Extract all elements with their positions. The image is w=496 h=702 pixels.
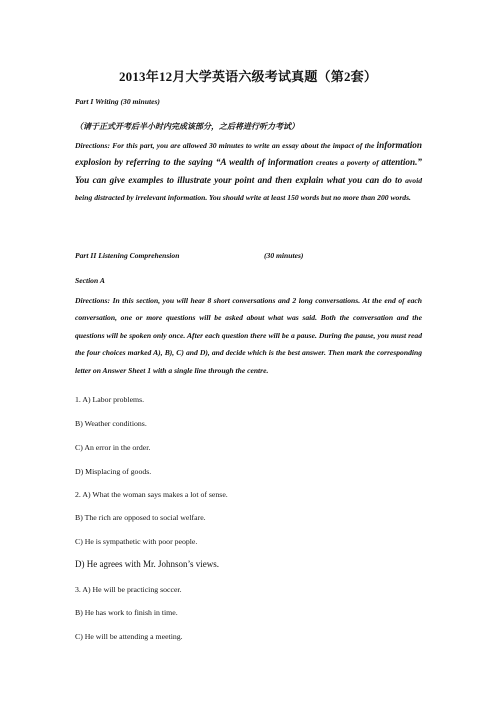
page-title: 2013年12月大学英语六级考试真题（第2套） [118, 69, 378, 84]
list-item: C) An error in the order. [75, 443, 151, 452]
list-item: B) Weather conditions. [75, 419, 147, 428]
part2-heading-row [75, 251, 422, 260]
section-a-directions: Directions: In this section, you will hear 8 short conversations and 2 long conversations. At the end of each conversation, one or more questions will be asked about what was said. Both the conversation and the questions will be spoken only once. After each question there will be a pause. During the pause, you must read the four choices marked A), B), C) and D), and decide which is the best answer. Then mark the corresponding letter on Answer Sheet 1 with a single line through the centre. [75, 296, 422, 375]
part2-heading: Part II Listening Comprehension [75, 251, 180, 260]
list-item: C) He will be attending a meeting. [75, 632, 183, 641]
part2-minutes: (30 minutes) [264, 251, 304, 260]
list-item: D) Misplacing of goods. [75, 467, 152, 476]
part1-directions-b: information explosion by referring to the saying “A wealth of information [75, 140, 422, 168]
part1-directions-e: avoid being distracted by irrelevant information. You should write at least 150 words but no more than 200 words. [75, 175, 422, 203]
part1-heading: Part I Writing (30 minutes) [75, 97, 160, 106]
list-item: 2. A) What the woman says makes a lot of sense. [75, 490, 228, 499]
list-item: B) He has work to finish in time. [75, 608, 178, 617]
list-item: 1. A) Labor problems. [75, 395, 145, 404]
list-item: D) He agrees with Mr. Johnson’s views. [75, 559, 219, 569]
list-item: B) The rich are opposed to social welfare. [75, 513, 206, 522]
list-item: C) He is sympathetic with poor people. [75, 537, 198, 546]
section-a-heading: Section A [75, 276, 105, 285]
part1-directions-d: attention.” You can give examples to illustrate your point and then explain what you can do to [75, 157, 422, 185]
part1-note: （请于正式开考后半小时内完成该部分，之后将进行听力考试） [75, 122, 299, 131]
part1-directions [75, 137, 422, 207]
part1-directions-c: creates a poverty of [313, 158, 382, 168]
part1-directions-a: Directions: For this part, you are allowed 30 minutes to write an essay about the impact of the [75, 141, 377, 150]
list-item: 3. A) He will be practicing soccer. [75, 585, 182, 594]
